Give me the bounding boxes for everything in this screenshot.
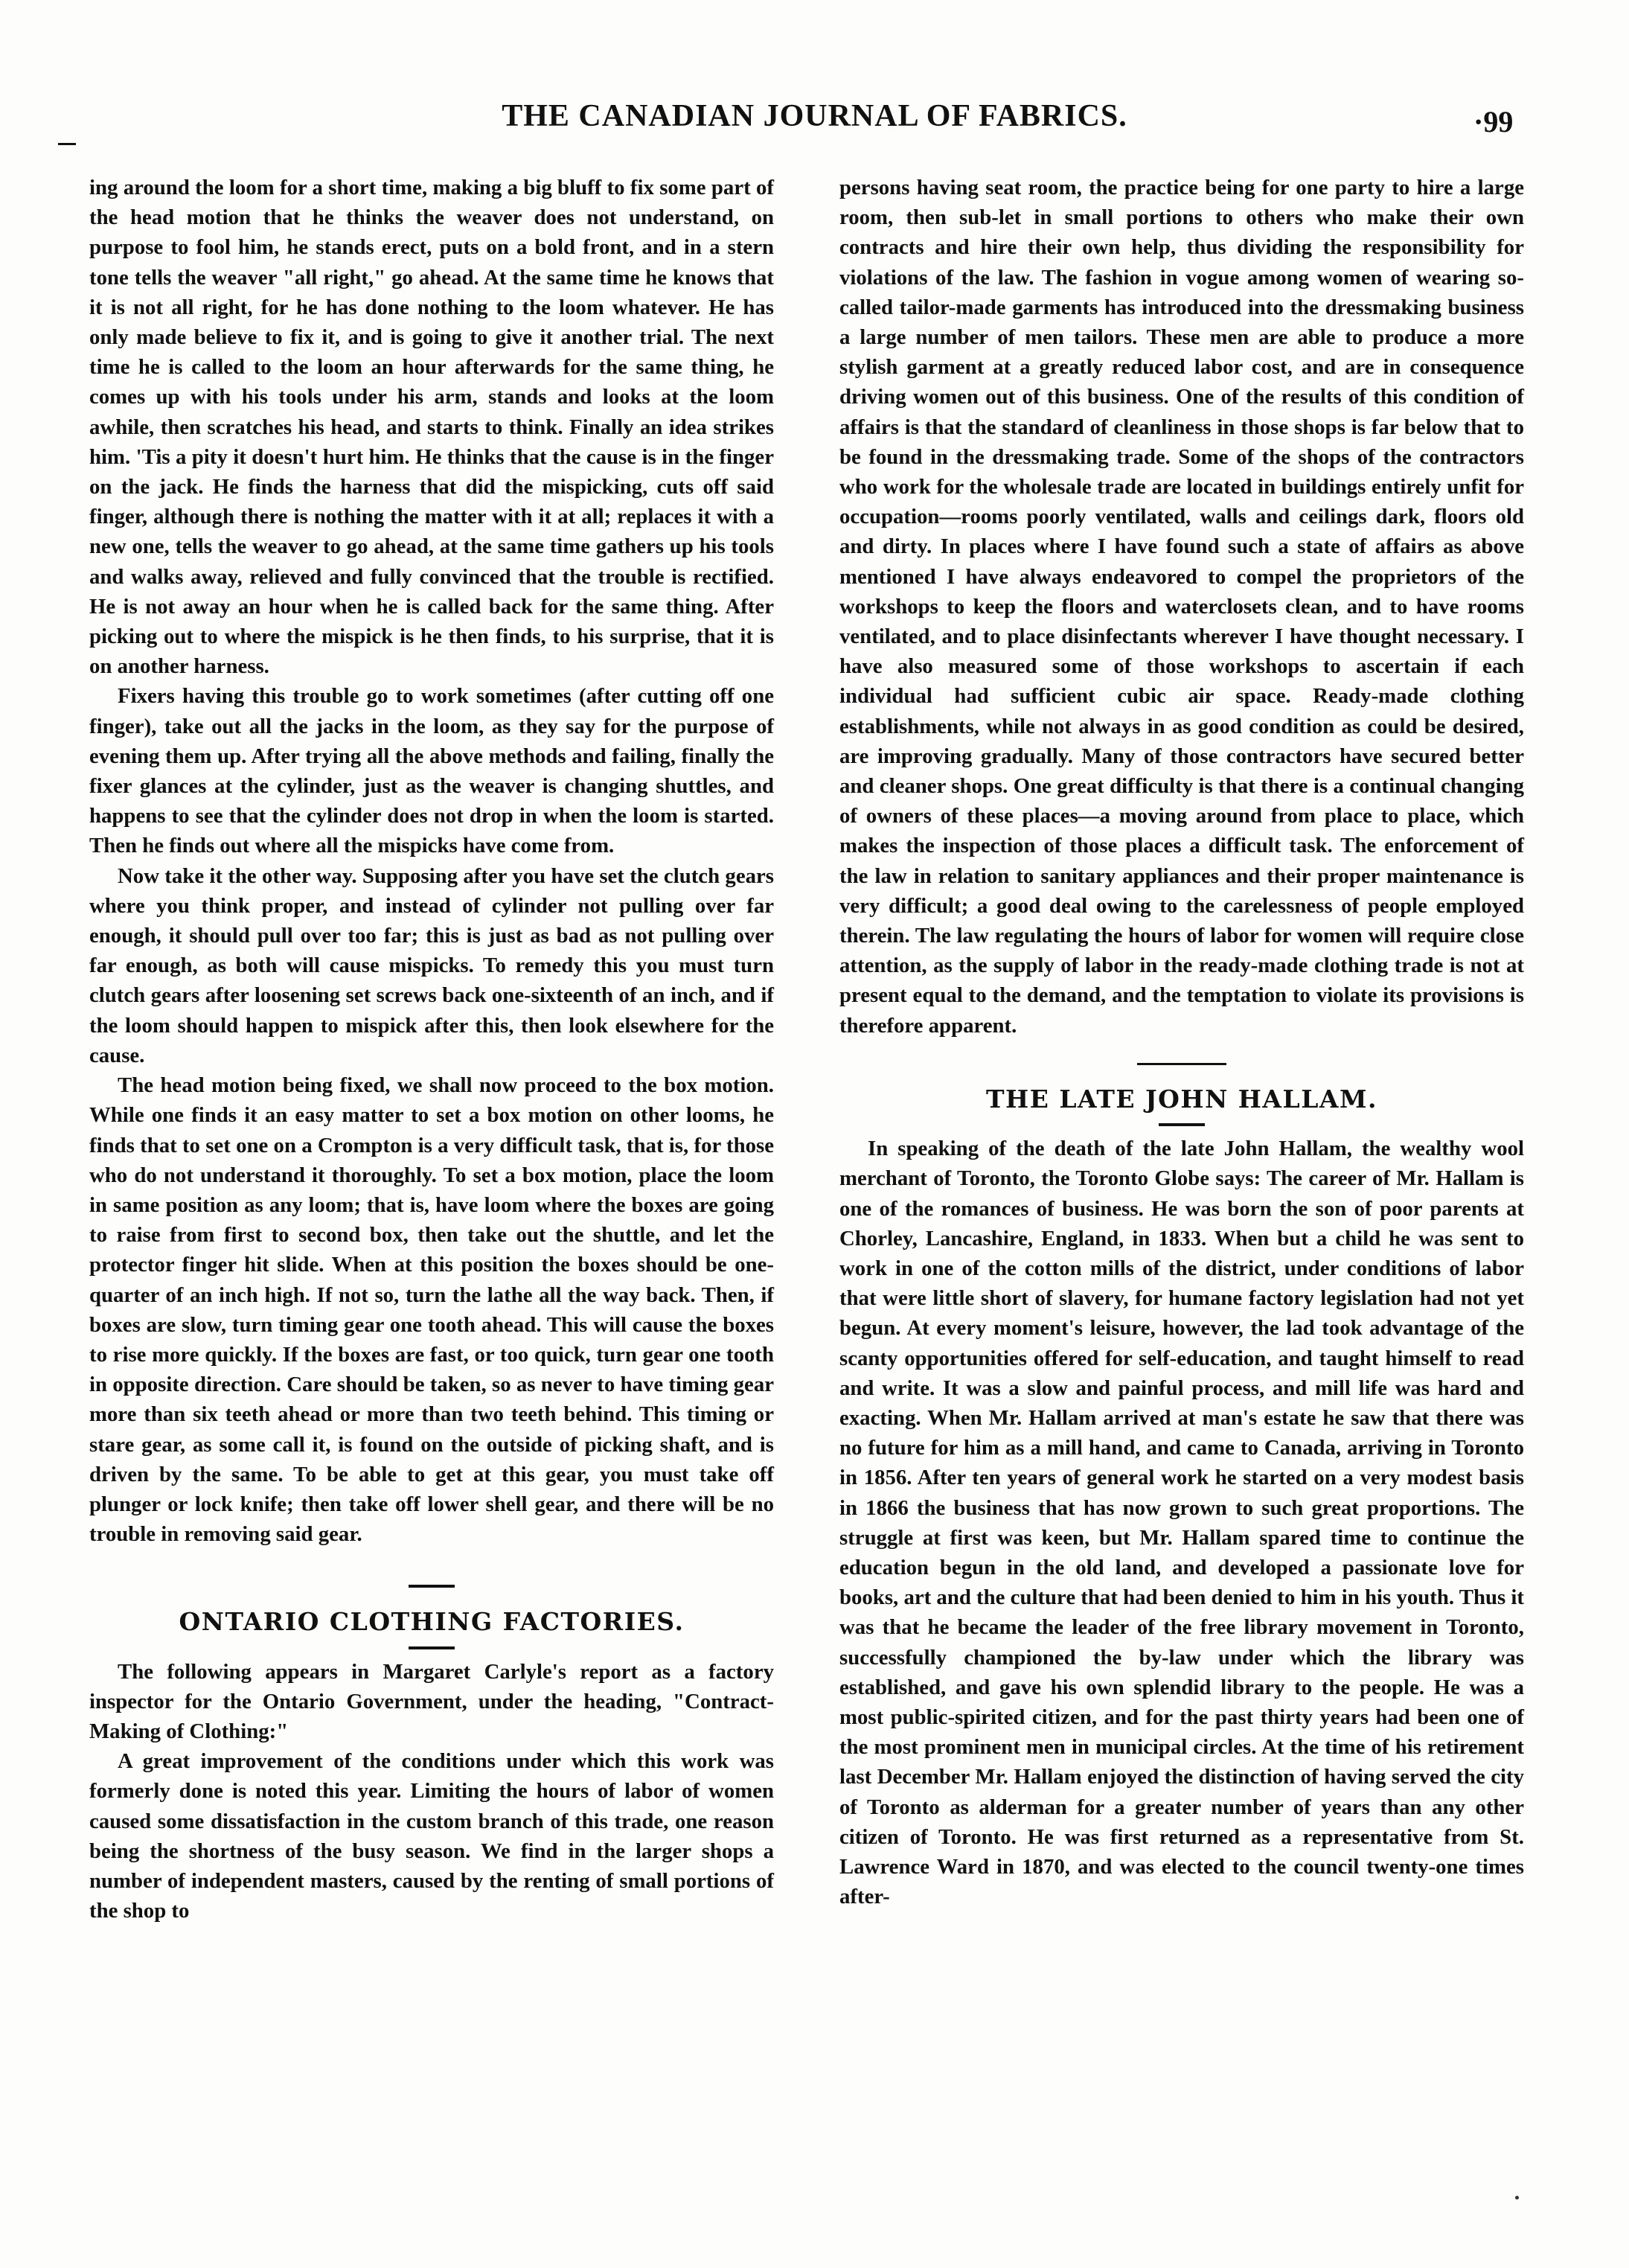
section-title-ontario-clothing-factories: ONTARIO CLOTHING FACTORIES. xyxy=(179,1607,685,1637)
page-number: ·99 xyxy=(1473,105,1514,138)
left-paragraph-6: A great improvement of the conditions under which this work was formerly done is noted this year. Limiting the hours of labor of women caused some dissatisfaction in the custom branch of this trade, one reason being the shortness of the busy season. We find in the larger shops a number of independent masters, caused by the renting of small portions of the shop to xyxy=(89,1749,774,1923)
section-rule-top xyxy=(1137,1063,1226,1065)
left-paragraph-5: The following appears in Margaret Carlyle's report as a factory inspector for the Ontario Government, under the heading, "Contract-Making of Clothing:" xyxy=(89,1659,774,1743)
right-column xyxy=(839,173,1524,1911)
left-paragraph-2: Fixers having this trouble go to work sometimes (after cutting off one finger), take out all the jacks in the loom, as they say for the purpose of evening them up. After trying all the above methods and failing, finally the fixer glances at the cylinder, just as the weaver is changing shuttles, and happens to see that the cylinder does not drop in when the loom is started. Then he finds out where all the mispicks have come from. xyxy=(89,684,774,858)
left-paragraph-1: ing around the loom for a short time, making a big bluff to fix some part of the head motion that he thinks the weaver does not understand, on purpose to fool him, he stands erect, puts on a bold front, and in a stern tone tells the weaver "all right," go ahead. At the same time he knows that it is not all right, for he has done nothing to the loom whatever. He has only made believe to fix it, and is going to give it another trial. The next time he is called to the loom an hour afterwards for the same thing, he comes up with his tools under his arm, stands and looks at the loom awhile, then scratches his head, and starts to think. Finally an idea strikes him. 'Tis a pity it doesn't hurt him. He thinks that the cause is in the finger on the jack. He finds the harness that did the mispicking, cuts off said finger, although there is nothing the matter with it at all; replaces it with a new one, tells the weaver to go ahead, at the same time gathers up his tools and walks away, relieved and fully convinced that the trouble is rectified. He is not away an hour when he is called back for the same thing. After picking out to where the mispick is he then finds, to his surprise, that it is on another harness. xyxy=(89,176,774,679)
print-speck xyxy=(1515,2196,1519,2200)
section-rule-top xyxy=(409,1585,455,1588)
right-paragraph-2: In speaking of the death of the late John Hallam, the wealthy wool merchant of Toronto, the Toronto Globe says: The career of Mr. Hallam is one of the romances of business. He was born the son of poor parents at Chorley, Lancashire, England, in 1833. When but a child he was sent to work in one of the cotton mills of the district, under conditions of labor that were little short of slavery, for humane factory legislation had not yet begun. At every moment's leisure, however, the lad took advantage of the scanty opportunities offered for self-education, and taught himself to read and write. It was a slow and painful process, and mill life was hard and exacting. When Mr. Hallam arrived at man's estate he saw that there was no future for him as a mill hand, and came to Canada, arriving in Toronto in 1856. After ten years of general work he started on a very modest basis in 1866 the business that has now grown to such great proportions. The struggle at first was keen, but Mr. Hallam spared time to continue the education begun in the old land, and developed a passionate love for books, art and the culture that had been denied to him in his youth. Thus it was that he became the leader of the free library movement in Toronto, successfully championed the by-law under which the library was established, and gave his own splendid library to the people. He was a most public-spirited citizen, and for the past thirty years had been one of the most prominent men in municipal circles. At the time of his retirement last December Mr. Hallam enjoyed the distinction of having served the city of Toronto as alderman for a greater number of years than any other citizen of Toronto. He was first returned as a representative from St. Lawrence Ward in 1870, and was elected to the council twenty-one times after- xyxy=(839,1137,1524,1909)
header-mark xyxy=(58,143,76,145)
section-rule-bottom xyxy=(409,1646,455,1649)
running-title: THE CANADIAN JOURNAL OF FABRICS. xyxy=(502,99,1127,133)
section-title-late-john-hallam: THE LATE JOHN HALLAM. xyxy=(985,1084,1378,1114)
section-rule-bottom xyxy=(1159,1123,1205,1126)
right-paragraph-1: persons having seat room, the practice being for one party to hire a large room, then sub-let in small portions to others who make their own contracts and hire their own help, thus dividing the responsibility for violations of the law. The fashion in vogue among women of wearing so-called tailor-made garments has introduced into the dressmaking business a large number of men tailors. These men are able to produce a more stylish garment at a greatly reduced labor cost, and are in consequence driving women out of this business. One of the results of this condition of affairs is that the standard of cleanliness in those shops is far below that to be found in the dressmaking trade. Some of the shops of the contractors who work for the wholesale trade are located in buildings entirely unfit for occupation—rooms poorly ventilated, walls and ceilings dark, floors old and dirty. In places where I have found such a state of affairs as above mentioned I have always endeavored to compel the proprietors of the workshops to keep the floors and waterclosets clean, and to have rooms ventilated, and to place disinfectants wherever I have thought necessary. I have also measured some of those workshops to ascertain if each individual had sufficient cubic air space. Ready-made clothing establishments, while not always in as good condition as could be desired, are improving gradually. Many of those contractors have secured better and cleaner shops. One great difficulty is that there is a continual changing of owners of these places—a moving around from place to place, which makes the inspection of those places a difficult task. The enforcement of the law in relation to sanitary appliances and their proper maintenance is very difficult; a good deal owing to the carelessness of people employed therein. The law regulating the hours of labor for women will require close attention, as the supply of labor in the ready-made clothing trade is not at present equal to the demand, and the temptation to violate its provisions is therefore apparent. xyxy=(839,176,1524,1038)
left-paragraph-4: The head motion being fixed, we shall now proceed to the box motion. While one finds it an easy matter to set a box motion on other looms, he finds that to set one on a Crompton is a very difficult task, that is, for those who do not understand it thoroughly. To set a box motion, place the loom in same position as any loom; that is, have loom where the boxes are going to raise from first to second box, then take out the shuttle, and let the protector finger hit slide. When at this position the boxes should be one-quarter of an inch high. If not so, turn the lathe all the way back. Then, if boxes are slow, turn timing gear one tooth ahead. This will cause the boxes to rise more quickly. If the boxes are fast, or too quick, turn gear one tooth in opposite direction. Care should be taken, so as never to have timing gear more than six teeth ahead or more than two teeth behind. This timing or stare gear, as some call it, is found on the outside of picking shaft, and is driven by the same. To be able to get at this gear, you must take off plunger or lock knife; then take off lower shell gear, and there will be no trouble in removing said gear. xyxy=(89,1073,774,1547)
left-paragraph-3: Now take it the other way. Supposing after you have set the clutch gears where you think proper, and instead of cylinder not pulling over far enough, it should pull over too far; this is just as bad as not pulling over far enough, as both will cause mispicks. To remedy this you must turn clutch gears after loosening set screws back one-sixteenth of an inch, and if the loom should happen to mispick after this, then look elsewhere for the cause. xyxy=(89,863,774,1067)
left-column xyxy=(89,173,774,1926)
